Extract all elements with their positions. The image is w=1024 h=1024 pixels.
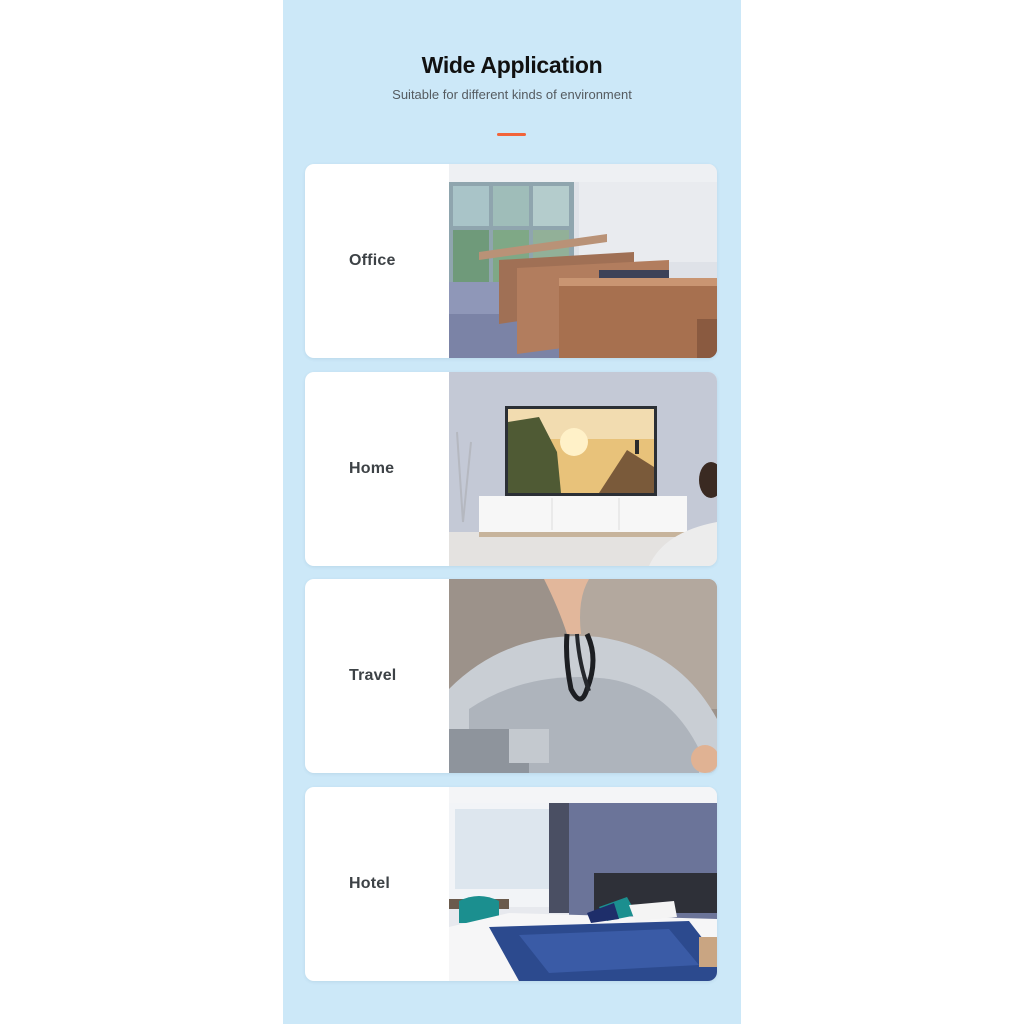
accent-underline bbox=[497, 133, 526, 136]
application-card-home bbox=[305, 372, 717, 566]
section-subtitle: Suitable for different kinds of environment bbox=[392, 87, 632, 102]
cable-in-backpack-photo bbox=[449, 579, 717, 773]
office-cubicles-photo bbox=[449, 164, 717, 358]
card-label-travel: Travel bbox=[349, 667, 397, 684]
application-card-hotel bbox=[305, 787, 717, 981]
card-label-hotel: Hotel bbox=[349, 875, 390, 892]
hotel-bedroom-photo bbox=[449, 787, 717, 981]
card-label-office: Office bbox=[349, 252, 396, 269]
application-panel bbox=[283, 0, 741, 1024]
application-card-office bbox=[305, 164, 717, 358]
card-label-home: Home bbox=[349, 460, 395, 477]
application-card-travel bbox=[305, 579, 717, 773]
section-title: Wide Application bbox=[421, 52, 603, 78]
living-room-tv-photo bbox=[449, 372, 717, 566]
